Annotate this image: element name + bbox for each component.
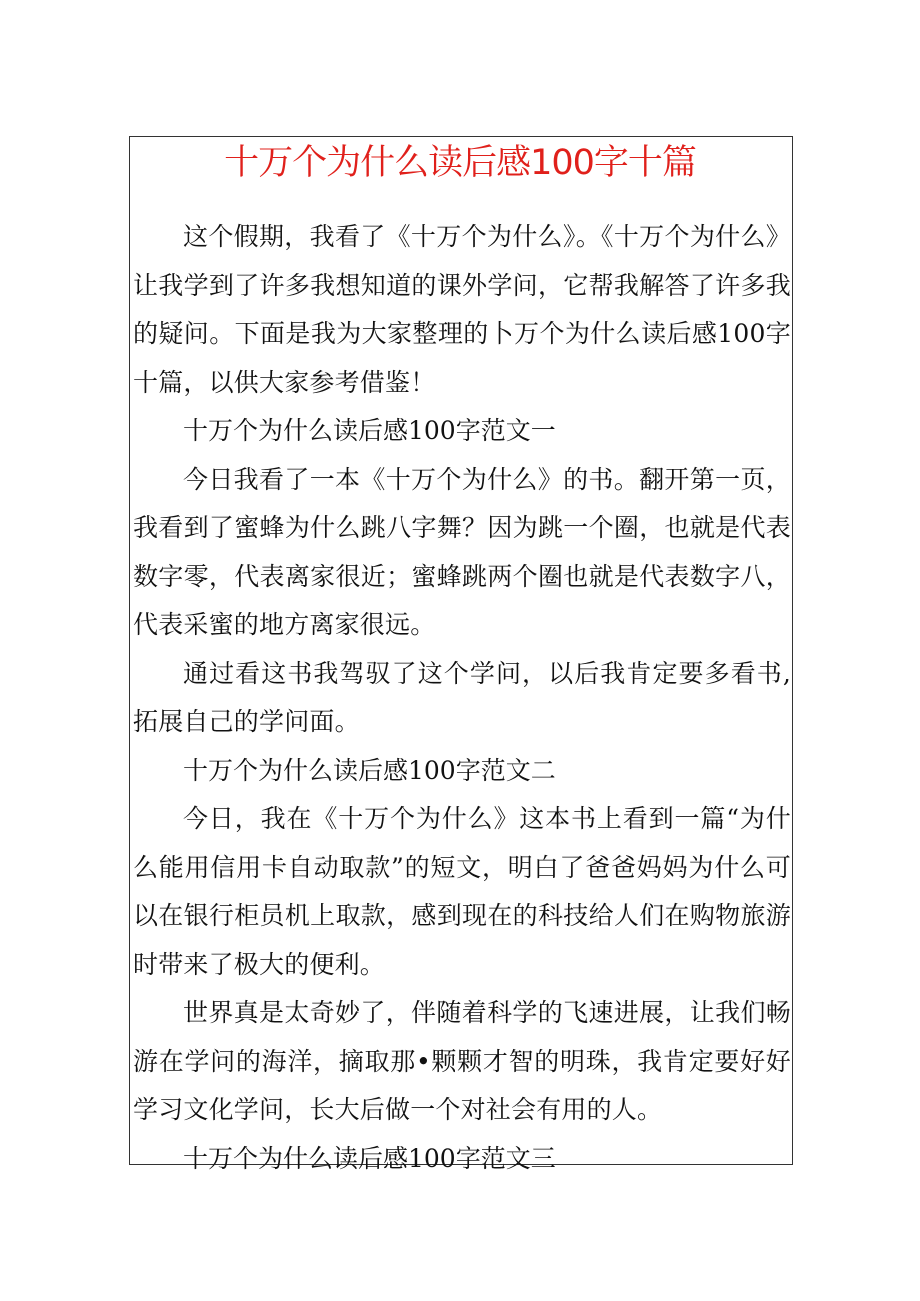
body-paragraph: 今日，我在《十万个为什么》这本书上看到一篇“为什么能用信用卡自动取款”的短文，明白了爸爸妈妈为什么可以在银行柜员机上取款，感到现在的科技给人们在购物旅游时带来了极大的便利。 [133,804,791,979]
body-paragraph: 今日我看了一本《十万个为什么》的书。翻开第一页，我看到了蜜蜂为什么跳八字舞？因为跳一个圈，也就是代表数字零，代表离家很近；蜜蜂跳两个圈也就是代表数字八，代表采蜜的地方离家很远。 [133,464,791,639]
section-heading-2: 十万个为什么读后感100字范文二 [183,755,556,785]
body-paragraph: 通过看这书我驾驭了这个学问，以后我肯定要多看书,拓展自己的学问面。 [133,658,791,736]
body-paragraph: 世界真是太奇妙了，伴随着科学的飞速进展，让我们畅游在学问的海洋，摘取那•颗颗才智的明珠，我肯定要好好学习文化学问，长大后做一个对社会有用的人。 [133,998,791,1124]
section-heading-1: 十万个为什么读后感100字范文一 [183,416,556,445]
document-body [133,213,791,1183]
intro-paragraph: 这个假期，我看了《十万个为什么》。《十万个为什么》让我学到了许多我想知道的课外学问，它帮我解答了许多我的疑问。下面是我为大家整理的卜万个为什么读后感100字十篇，以供大家参考借鉴！ [133,222,791,397]
section-heading-3: 十万个为什么读后感100字范文三 [183,1143,556,1173]
document-title: 十万个为什么读后感100字十篇 [224,143,696,183]
